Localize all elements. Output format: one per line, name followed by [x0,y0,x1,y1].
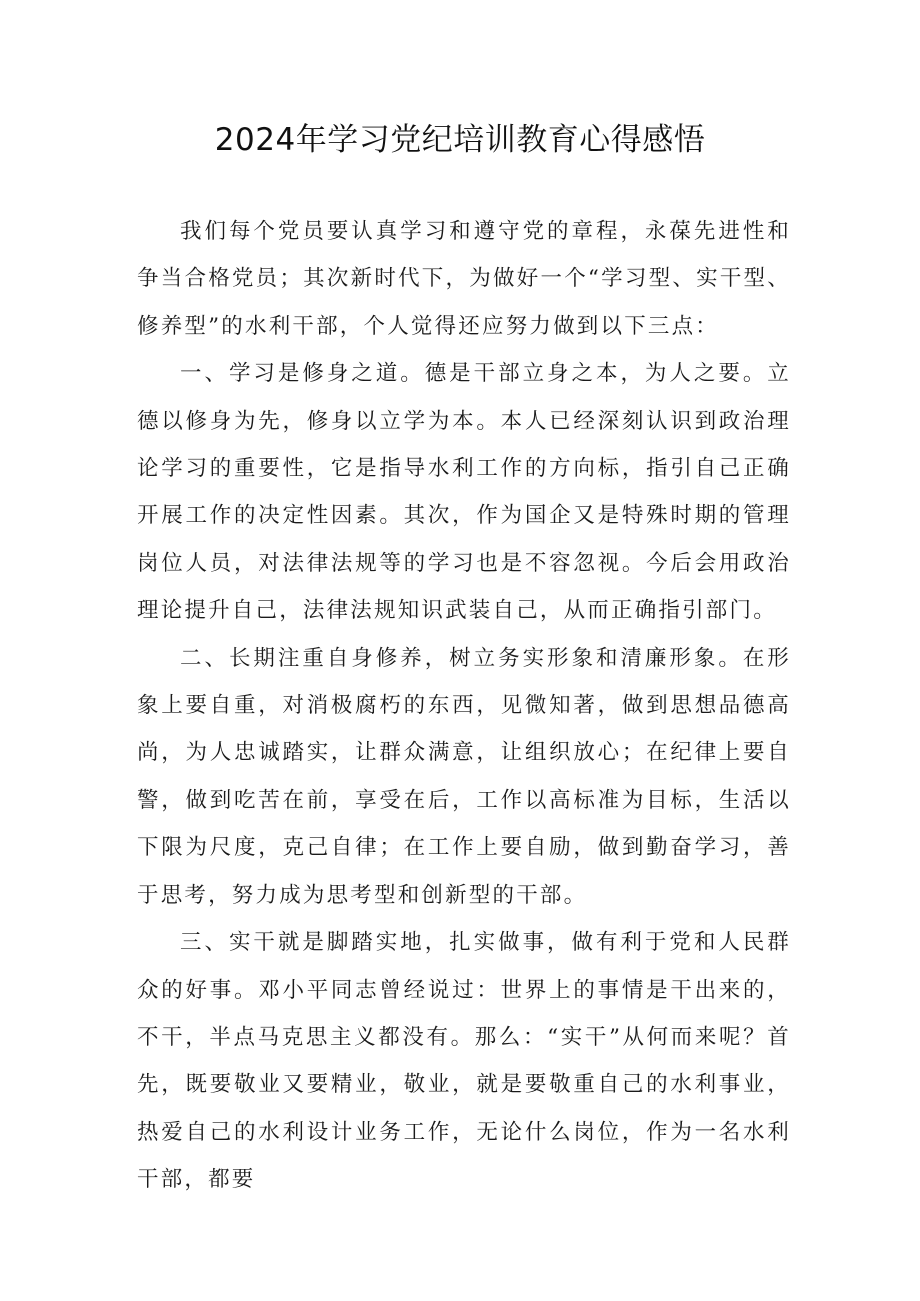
document-title: 2024年学习党纪培训教育心得感悟 [214,122,706,158]
paragraph-intro: 我们每个党员要认真学习和遵守党的章程，永葆先进性和争当合格党员；其次新时代下，为做好一个“学习型、实干型、修养型”的水利干部，个人觉得还应努力做到以下三点： [137,219,791,339]
paragraph-point-three: 三、实干就是脚踏实地，扎实做事，做有利于党和人民群众的好事。邓小平同志曾经说过：世界上的事情是干出来的，不干，半点马克思主义都没有。那么：“实干”从何而来呢？首先，既要敬业又要精业，敬业，就是要敬重自己的水利事业，热爱自己的水利设计业务工作，无论什么岗位，作为一名水利干部，都要 [137,930,791,1193]
paragraph-point-one: 一、学习是修身之道。德是干部立身之本，为人之要。立德以修身为先，修身以立学为本。本人已经深刻认识到政治理论学习的重要性，它是指导水利工作的方向标，指引自己正确开展工作的决定性因素。其次，作为国企又是特殊时期的管理岗位人员，对法律法规等的学习也是不容忽视。今后会用政治理论提升自己，法律法规知识武装自己，从而正确指引部门。 [137,361,791,624]
paragraph-point-two: 二、长期注重自身修养，树立务实形象和清廉形象。在形象上要自重，对消极腐朽的东西，见微知著，做到思想品德高尚，为人忠诚踏实，让群众满意，让组织放心；在纪律上要自警，做到吃苦在前，享受在后，工作以高标准为目标，生活以下限为尺度，克己自律；在工作上要自励，做到勤奋学习，善于思考，努力成为思考型和创新型的干部。 [137,645,791,908]
document-body [137,208,791,1204]
